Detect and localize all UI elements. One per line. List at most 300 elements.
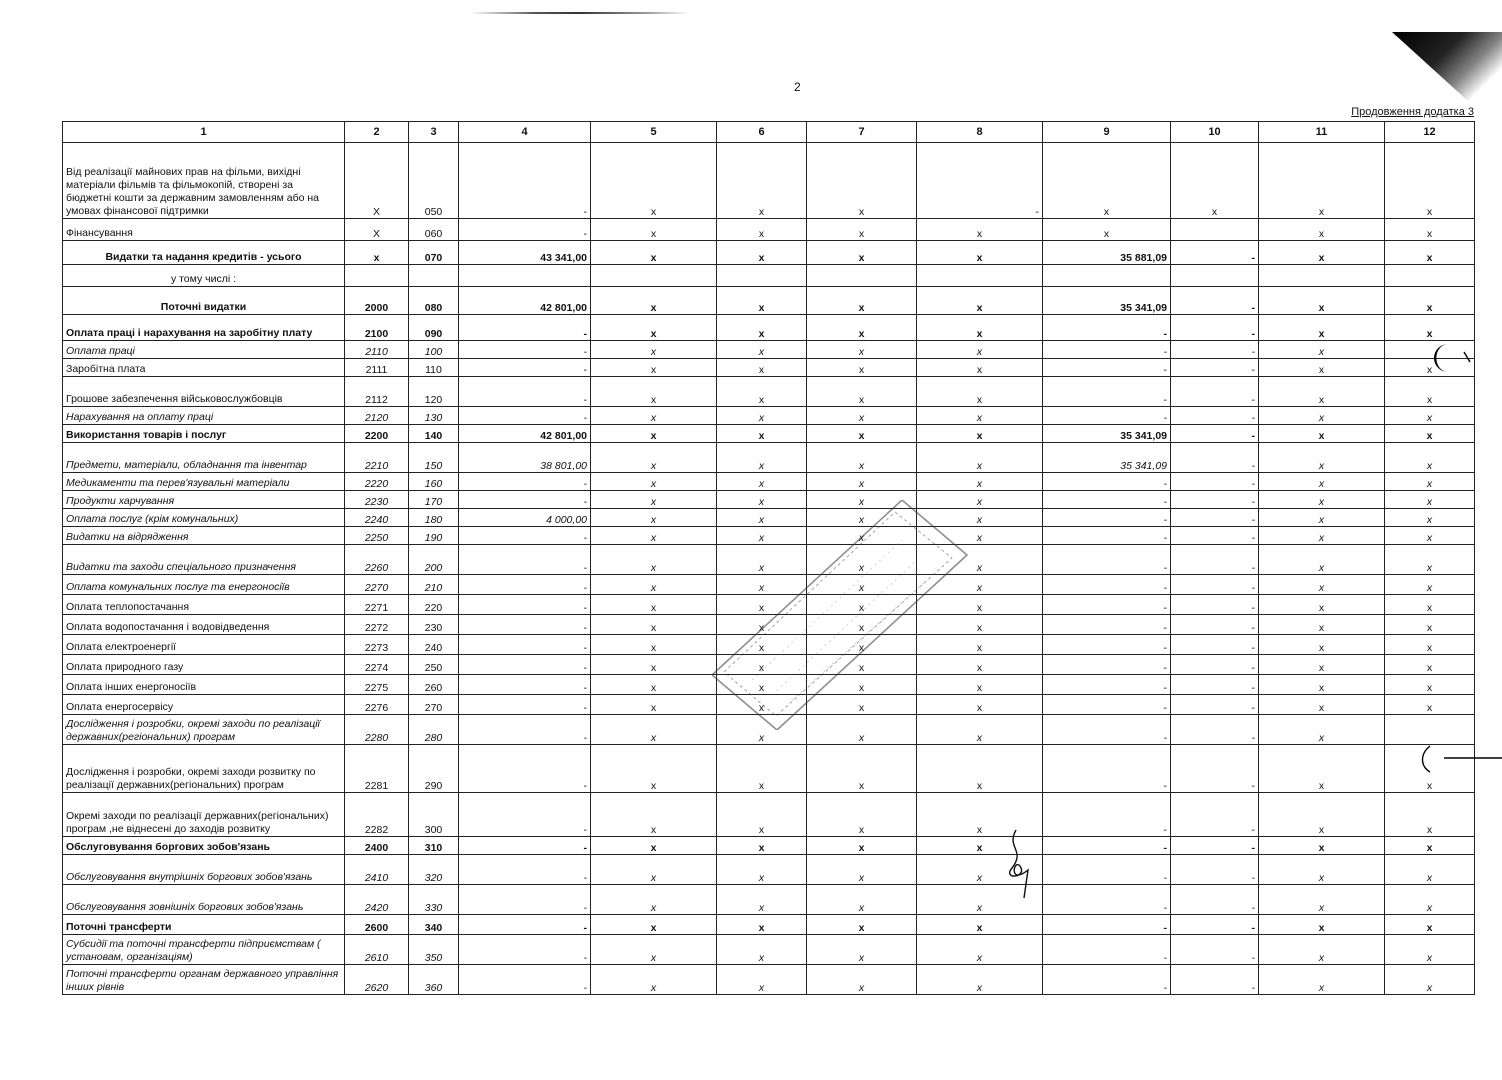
cell-col-5: x bbox=[591, 443, 717, 473]
cell-col-6: x bbox=[717, 377, 807, 407]
cell-col-12: x bbox=[1385, 935, 1475, 965]
cell-col-4: - bbox=[459, 885, 591, 915]
row-label: Обслуговування боргових зобов'язань bbox=[63, 837, 345, 855]
cell-col-10: x bbox=[1171, 143, 1259, 219]
cell-col-10: - bbox=[1171, 473, 1259, 491]
col-header: 12 bbox=[1385, 122, 1475, 143]
cell-col-7: x bbox=[807, 443, 917, 473]
table-row bbox=[63, 935, 1475, 965]
kekv-code: 2220 bbox=[345, 473, 409, 491]
row-label: Дослідження і розробки, окремі заходи по реалізації державних(регіональних) програм bbox=[63, 715, 345, 745]
cell-col-8: x bbox=[917, 935, 1043, 965]
cell-col-6: x bbox=[717, 915, 807, 935]
table-row bbox=[63, 425, 1475, 443]
cell-col-5: x bbox=[591, 359, 717, 377]
cell-col-4: - bbox=[459, 793, 591, 837]
row-code: 070 bbox=[409, 241, 459, 265]
cell-col-5: x bbox=[591, 855, 717, 885]
cell-col-12: x bbox=[1385, 695, 1475, 715]
cell-col-11: x bbox=[1259, 595, 1385, 615]
cell-col-6: x bbox=[717, 885, 807, 915]
cell-col-4: - bbox=[459, 837, 591, 855]
cell-col-9: 35 341,09 bbox=[1043, 425, 1171, 443]
cell-col-11: x bbox=[1259, 837, 1385, 855]
cell-col-4: 4 000,00 bbox=[459, 509, 591, 527]
table-row bbox=[63, 655, 1475, 675]
kekv-code: 2200 bbox=[345, 425, 409, 443]
cell-col-4: - bbox=[459, 615, 591, 635]
cell-col-4: - bbox=[459, 595, 591, 615]
cell-col-4: - bbox=[459, 341, 591, 359]
kekv-code: 2600 bbox=[345, 915, 409, 935]
cell-col-10: - bbox=[1171, 359, 1259, 377]
cell-col-8: x bbox=[917, 219, 1043, 241]
table-row bbox=[63, 509, 1475, 527]
row-code bbox=[409, 265, 459, 287]
cell-col-9: - bbox=[1043, 935, 1171, 965]
table-row bbox=[63, 407, 1475, 425]
cell-col-12: x bbox=[1385, 491, 1475, 509]
table-row bbox=[63, 491, 1475, 509]
cell-col-7: x bbox=[807, 219, 917, 241]
cell-col-4: - bbox=[459, 675, 591, 695]
col-header: 10 bbox=[1171, 122, 1259, 143]
cell-col-4: - bbox=[459, 473, 591, 491]
cell-col-11: x bbox=[1259, 965, 1385, 995]
row-code: 080 bbox=[409, 287, 459, 315]
cell-col-5: x bbox=[591, 635, 717, 655]
row-label: Окремі заходи по реалізації державних(регіональних) програм ,не віднесені до заходів розвитку bbox=[63, 793, 345, 837]
row-label: Грошове забезпечення військовослужбовців bbox=[63, 377, 345, 407]
cell-col-11: x bbox=[1259, 745, 1385, 793]
cell-col-4: 43 341,00 bbox=[459, 241, 591, 265]
cell-col-12: x bbox=[1385, 675, 1475, 695]
cell-col-9: x bbox=[1043, 219, 1171, 241]
cell-col-10: - bbox=[1171, 837, 1259, 855]
cell-col-11: x bbox=[1259, 575, 1385, 595]
row-code: 140 bbox=[409, 425, 459, 443]
cell-col-4: 42 801,00 bbox=[459, 287, 591, 315]
cell-col-5: x bbox=[591, 491, 717, 509]
row-code: 050 bbox=[409, 143, 459, 219]
kekv-code: 2610 bbox=[345, 935, 409, 965]
row-label: Видатки на відрядження bbox=[63, 527, 345, 545]
col-header: 8 bbox=[917, 122, 1043, 143]
cell-col-11: x bbox=[1259, 635, 1385, 655]
cell-col-6: x bbox=[717, 341, 807, 359]
cell-col-12: x bbox=[1385, 545, 1475, 575]
col-header: 2 bbox=[345, 122, 409, 143]
cell-col-7: x bbox=[807, 935, 917, 965]
cell-col-6: x bbox=[717, 315, 807, 341]
cell-col-5: x bbox=[591, 935, 717, 965]
col-header: 4 bbox=[459, 122, 591, 143]
kekv-code: 2240 bbox=[345, 509, 409, 527]
cell-col-10: - bbox=[1171, 575, 1259, 595]
table-row bbox=[63, 359, 1475, 377]
cell-col-11: x bbox=[1259, 443, 1385, 473]
row-label: Предмети, матеріали, обладнання та інвентар bbox=[63, 443, 345, 473]
cell-col-12: x bbox=[1385, 241, 1475, 265]
cell-col-5: x bbox=[591, 965, 717, 995]
cell-col-7: x bbox=[807, 359, 917, 377]
cell-col-5: x bbox=[591, 315, 717, 341]
cell-col-12: x bbox=[1385, 315, 1475, 341]
cell-col-12 bbox=[1385, 265, 1475, 287]
cell-col-5: x bbox=[591, 509, 717, 527]
cell-col-5: x bbox=[591, 793, 717, 837]
cell-col-11: x bbox=[1259, 407, 1385, 425]
cell-col-11: x bbox=[1259, 655, 1385, 675]
cell-col-5: x bbox=[591, 915, 717, 935]
cell-col-10: - bbox=[1171, 595, 1259, 615]
cell-col-9: - bbox=[1043, 545, 1171, 575]
row-code: 340 bbox=[409, 915, 459, 935]
table-body bbox=[63, 143, 1475, 995]
col-header: 7 bbox=[807, 122, 917, 143]
cell-col-4: - bbox=[459, 377, 591, 407]
cell-col-5: x bbox=[591, 745, 717, 793]
cell-col-10: - bbox=[1171, 715, 1259, 745]
cell-col-5: x bbox=[591, 219, 717, 241]
row-label: Медикаменти та перев'язувальні матеріали bbox=[63, 473, 345, 491]
kekv-code: 2112 bbox=[345, 377, 409, 407]
cell-col-10: - bbox=[1171, 241, 1259, 265]
cell-col-7: x bbox=[807, 635, 917, 655]
table-row bbox=[63, 315, 1475, 341]
kekv-code: X bbox=[345, 219, 409, 241]
row-code: 260 bbox=[409, 675, 459, 695]
cell-col-12 bbox=[1385, 715, 1475, 745]
table-row bbox=[63, 715, 1475, 745]
cell-col-9 bbox=[1043, 265, 1171, 287]
cell-col-8: x bbox=[917, 407, 1043, 425]
cell-col-9: - bbox=[1043, 965, 1171, 995]
cell-col-5: x bbox=[591, 425, 717, 443]
cell-col-10: - bbox=[1171, 315, 1259, 341]
table-row bbox=[63, 675, 1475, 695]
cell-col-8: x bbox=[917, 635, 1043, 655]
cell-col-8: x bbox=[917, 915, 1043, 935]
cell-col-10: - bbox=[1171, 935, 1259, 965]
cell-col-6: x bbox=[717, 635, 807, 655]
kekv-code: 2271 bbox=[345, 595, 409, 615]
cell-col-10: - bbox=[1171, 695, 1259, 715]
cell-col-6: x bbox=[717, 837, 807, 855]
cell-col-9: - bbox=[1043, 675, 1171, 695]
row-code: 350 bbox=[409, 935, 459, 965]
cell-col-7: x bbox=[807, 885, 917, 915]
cell-col-4: - bbox=[459, 359, 591, 377]
cell-col-10: - bbox=[1171, 655, 1259, 675]
cell-col-8: x bbox=[917, 595, 1043, 615]
cell-col-6: x bbox=[717, 675, 807, 695]
cell-col-9: - bbox=[1043, 695, 1171, 715]
kekv-code: 2111 bbox=[345, 359, 409, 377]
cell-col-10 bbox=[1171, 265, 1259, 287]
cell-col-11: x bbox=[1259, 615, 1385, 635]
cell-col-4: - bbox=[459, 855, 591, 885]
cell-col-8: x bbox=[917, 341, 1043, 359]
cell-col-9: 35 341,09 bbox=[1043, 287, 1171, 315]
cell-col-12 bbox=[1385, 341, 1475, 359]
table-row bbox=[63, 241, 1475, 265]
cell-col-4: - bbox=[459, 655, 591, 675]
table-row bbox=[63, 885, 1475, 915]
cell-col-9: - bbox=[1043, 359, 1171, 377]
table-row bbox=[63, 377, 1475, 407]
cell-col-6: x bbox=[717, 509, 807, 527]
cell-col-6: x bbox=[717, 745, 807, 793]
cell-col-11: x bbox=[1259, 527, 1385, 545]
table-row bbox=[63, 143, 1475, 219]
cell-col-12: x bbox=[1385, 885, 1475, 915]
row-code: 150 bbox=[409, 443, 459, 473]
cell-col-7: x bbox=[807, 491, 917, 509]
cell-col-12: x bbox=[1385, 407, 1475, 425]
table-row bbox=[63, 915, 1475, 935]
cell-col-11: x bbox=[1259, 885, 1385, 915]
row-code: 190 bbox=[409, 527, 459, 545]
cell-col-7: x bbox=[807, 855, 917, 885]
cell-col-8: x bbox=[917, 359, 1043, 377]
cell-col-4: 42 801,00 bbox=[459, 425, 591, 443]
cell-col-4: - bbox=[459, 695, 591, 715]
cell-col-12: x bbox=[1385, 915, 1475, 935]
cell-col-10: - bbox=[1171, 287, 1259, 315]
table-row bbox=[63, 575, 1475, 595]
cell-col-10: - bbox=[1171, 885, 1259, 915]
cell-col-5 bbox=[591, 265, 717, 287]
cell-col-8: - bbox=[917, 143, 1043, 219]
cell-col-10: - bbox=[1171, 635, 1259, 655]
cell-col-6: x bbox=[717, 143, 807, 219]
cell-col-8: x bbox=[917, 443, 1043, 473]
row-label: Використання товарів і послуг bbox=[63, 425, 345, 443]
row-code: 310 bbox=[409, 837, 459, 855]
col-header: 9 bbox=[1043, 122, 1171, 143]
row-code: 330 bbox=[409, 885, 459, 915]
cell-col-10: - bbox=[1171, 527, 1259, 545]
cell-col-7: x bbox=[807, 837, 917, 855]
row-label: Оплата комунальних послуг та енергоносіїв bbox=[63, 575, 345, 595]
cell-col-11: x bbox=[1259, 315, 1385, 341]
row-code: 320 bbox=[409, 855, 459, 885]
cell-col-12: x bbox=[1385, 443, 1475, 473]
row-code: 270 bbox=[409, 695, 459, 715]
row-code: 170 bbox=[409, 491, 459, 509]
cell-col-12: x bbox=[1385, 615, 1475, 635]
row-code: 090 bbox=[409, 315, 459, 341]
cell-col-6: x bbox=[717, 595, 807, 615]
cell-col-9: - bbox=[1043, 595, 1171, 615]
cell-col-10: - bbox=[1171, 793, 1259, 837]
cell-col-4: - bbox=[459, 715, 591, 745]
cell-col-8: x bbox=[917, 527, 1043, 545]
table-row bbox=[63, 287, 1475, 315]
row-code: 060 bbox=[409, 219, 459, 241]
cell-col-11: x bbox=[1259, 675, 1385, 695]
cell-col-11: x bbox=[1259, 359, 1385, 377]
cell-col-8: x bbox=[917, 615, 1043, 635]
cell-col-4: - bbox=[459, 635, 591, 655]
cell-col-5: x bbox=[591, 377, 717, 407]
cell-col-12: x bbox=[1385, 425, 1475, 443]
table-row bbox=[63, 635, 1475, 655]
kekv-code: 2230 bbox=[345, 491, 409, 509]
page-number: 2 bbox=[794, 80, 801, 94]
row-label: Оплата інших енергоносіїв bbox=[63, 675, 345, 695]
cell-col-6: x bbox=[717, 219, 807, 241]
kekv-code: 2270 bbox=[345, 575, 409, 595]
cell-col-11: x bbox=[1259, 287, 1385, 315]
cell-col-9: - bbox=[1043, 793, 1171, 837]
cell-col-10: - bbox=[1171, 443, 1259, 473]
cell-col-11: x bbox=[1259, 695, 1385, 715]
kekv-code: 2250 bbox=[345, 527, 409, 545]
row-code: 240 bbox=[409, 635, 459, 655]
row-label: Оплата послуг (крім комунальних) bbox=[63, 509, 345, 527]
cell-col-9: - bbox=[1043, 837, 1171, 855]
cell-col-7 bbox=[807, 265, 917, 287]
cell-col-12: x bbox=[1385, 143, 1475, 219]
cell-col-6: x bbox=[717, 287, 807, 315]
cell-col-9: - bbox=[1043, 745, 1171, 793]
cell-col-11: x bbox=[1259, 855, 1385, 885]
cell-col-8: x bbox=[917, 241, 1043, 265]
kekv-code: 2282 bbox=[345, 793, 409, 837]
row-label: Оплата енергосервісу bbox=[63, 695, 345, 715]
cell-col-4: - bbox=[459, 965, 591, 995]
cell-col-10: - bbox=[1171, 425, 1259, 443]
cell-col-8: x bbox=[917, 855, 1043, 885]
cell-col-7: x bbox=[807, 695, 917, 715]
kekv-code: 2110 bbox=[345, 341, 409, 359]
cell-col-7: x bbox=[807, 315, 917, 341]
cell-col-5: x bbox=[591, 885, 717, 915]
scan-artifact-line bbox=[470, 12, 690, 14]
cell-col-11: x bbox=[1259, 219, 1385, 241]
cell-col-12: x bbox=[1385, 745, 1475, 793]
cell-col-7: x bbox=[807, 655, 917, 675]
row-label: у тому числі : bbox=[63, 265, 345, 287]
cell-col-5: x bbox=[591, 655, 717, 675]
cell-col-10: - bbox=[1171, 915, 1259, 935]
cell-col-12: x bbox=[1385, 855, 1475, 885]
cell-col-6: x bbox=[717, 615, 807, 635]
cell-col-5: x bbox=[591, 675, 717, 695]
row-label: Оплата теплопостачання bbox=[63, 595, 345, 615]
cell-col-7: x bbox=[807, 745, 917, 793]
row-label: Від реалізації майнових прав на фільми, вихідні матеріали фільмів та фільмокопій, створені за бюджетні кошти за державним замовленням або на умовах фінансової підтримки bbox=[63, 143, 345, 219]
row-label: Заробітна плата bbox=[63, 359, 345, 377]
cell-col-8: x bbox=[917, 315, 1043, 341]
cell-col-6: x bbox=[717, 545, 807, 575]
cell-col-7: x bbox=[807, 509, 917, 527]
cell-col-5: x bbox=[591, 407, 717, 425]
cell-col-8: x bbox=[917, 965, 1043, 995]
cell-col-11: x bbox=[1259, 793, 1385, 837]
table-row bbox=[63, 793, 1475, 837]
table-row bbox=[63, 527, 1475, 545]
cell-col-10: - bbox=[1171, 407, 1259, 425]
cell-col-6: x bbox=[717, 359, 807, 377]
cell-col-9: - bbox=[1043, 575, 1171, 595]
cell-col-5: x bbox=[591, 545, 717, 575]
row-code: 110 bbox=[409, 359, 459, 377]
kekv-code bbox=[345, 265, 409, 287]
cell-col-9: 35 881,09 bbox=[1043, 241, 1171, 265]
cell-col-7: x bbox=[807, 965, 917, 995]
cell-col-4: - bbox=[459, 915, 591, 935]
row-label: Поточні трансферти органам державного управління інших рівнів bbox=[63, 965, 345, 995]
cell-col-9: - bbox=[1043, 491, 1171, 509]
cell-col-6: x bbox=[717, 655, 807, 675]
cell-col-12: x bbox=[1385, 965, 1475, 995]
cell-col-8: x bbox=[917, 675, 1043, 695]
cell-col-8: x bbox=[917, 491, 1043, 509]
col-header: 1 bbox=[63, 122, 345, 143]
cell-col-8: x bbox=[917, 793, 1043, 837]
cell-col-5: x bbox=[591, 837, 717, 855]
cell-col-5: x bbox=[591, 341, 717, 359]
cell-col-4: - bbox=[459, 491, 591, 509]
cell-col-6: x bbox=[717, 241, 807, 265]
cell-col-12: x bbox=[1385, 509, 1475, 527]
cell-col-11: x bbox=[1259, 473, 1385, 491]
cell-col-10: - bbox=[1171, 965, 1259, 995]
table-row bbox=[63, 265, 1475, 287]
cell-col-6: x bbox=[717, 793, 807, 837]
cell-col-11: x bbox=[1259, 241, 1385, 265]
cell-col-10 bbox=[1171, 219, 1259, 241]
cell-col-5: x bbox=[591, 143, 717, 219]
cell-col-4: - bbox=[459, 315, 591, 341]
row-code: 230 bbox=[409, 615, 459, 635]
cell-col-5: x bbox=[591, 241, 717, 265]
cell-col-4: - bbox=[459, 545, 591, 575]
row-code: 180 bbox=[409, 509, 459, 527]
kekv-code: 2100 bbox=[345, 315, 409, 341]
cell-col-11: x bbox=[1259, 143, 1385, 219]
table-row bbox=[63, 745, 1475, 793]
cell-col-11: x bbox=[1259, 545, 1385, 575]
cell-col-4: - bbox=[459, 575, 591, 595]
cell-col-11: x bbox=[1259, 425, 1385, 443]
cell-col-6: x bbox=[717, 575, 807, 595]
table-row bbox=[63, 595, 1475, 615]
cell-col-4 bbox=[459, 265, 591, 287]
cell-col-9: x bbox=[1043, 143, 1171, 219]
cell-col-9: - bbox=[1043, 885, 1171, 915]
cell-col-9: - bbox=[1043, 377, 1171, 407]
col-header: 3 bbox=[409, 122, 459, 143]
cell-col-6: x bbox=[717, 855, 807, 885]
cell-col-11: x bbox=[1259, 491, 1385, 509]
cell-col-8: x bbox=[917, 695, 1043, 715]
cell-col-7: x bbox=[807, 241, 917, 265]
cell-col-7: x bbox=[807, 575, 917, 595]
table-row bbox=[63, 219, 1475, 241]
cell-col-6: x bbox=[717, 935, 807, 965]
kekv-code: 2120 bbox=[345, 407, 409, 425]
cell-col-12: x bbox=[1385, 635, 1475, 655]
cell-col-9: - bbox=[1043, 509, 1171, 527]
kekv-code: x bbox=[345, 241, 409, 265]
kekv-code: 2400 bbox=[345, 837, 409, 855]
cell-col-9: - bbox=[1043, 635, 1171, 655]
row-code: 120 bbox=[409, 377, 459, 407]
